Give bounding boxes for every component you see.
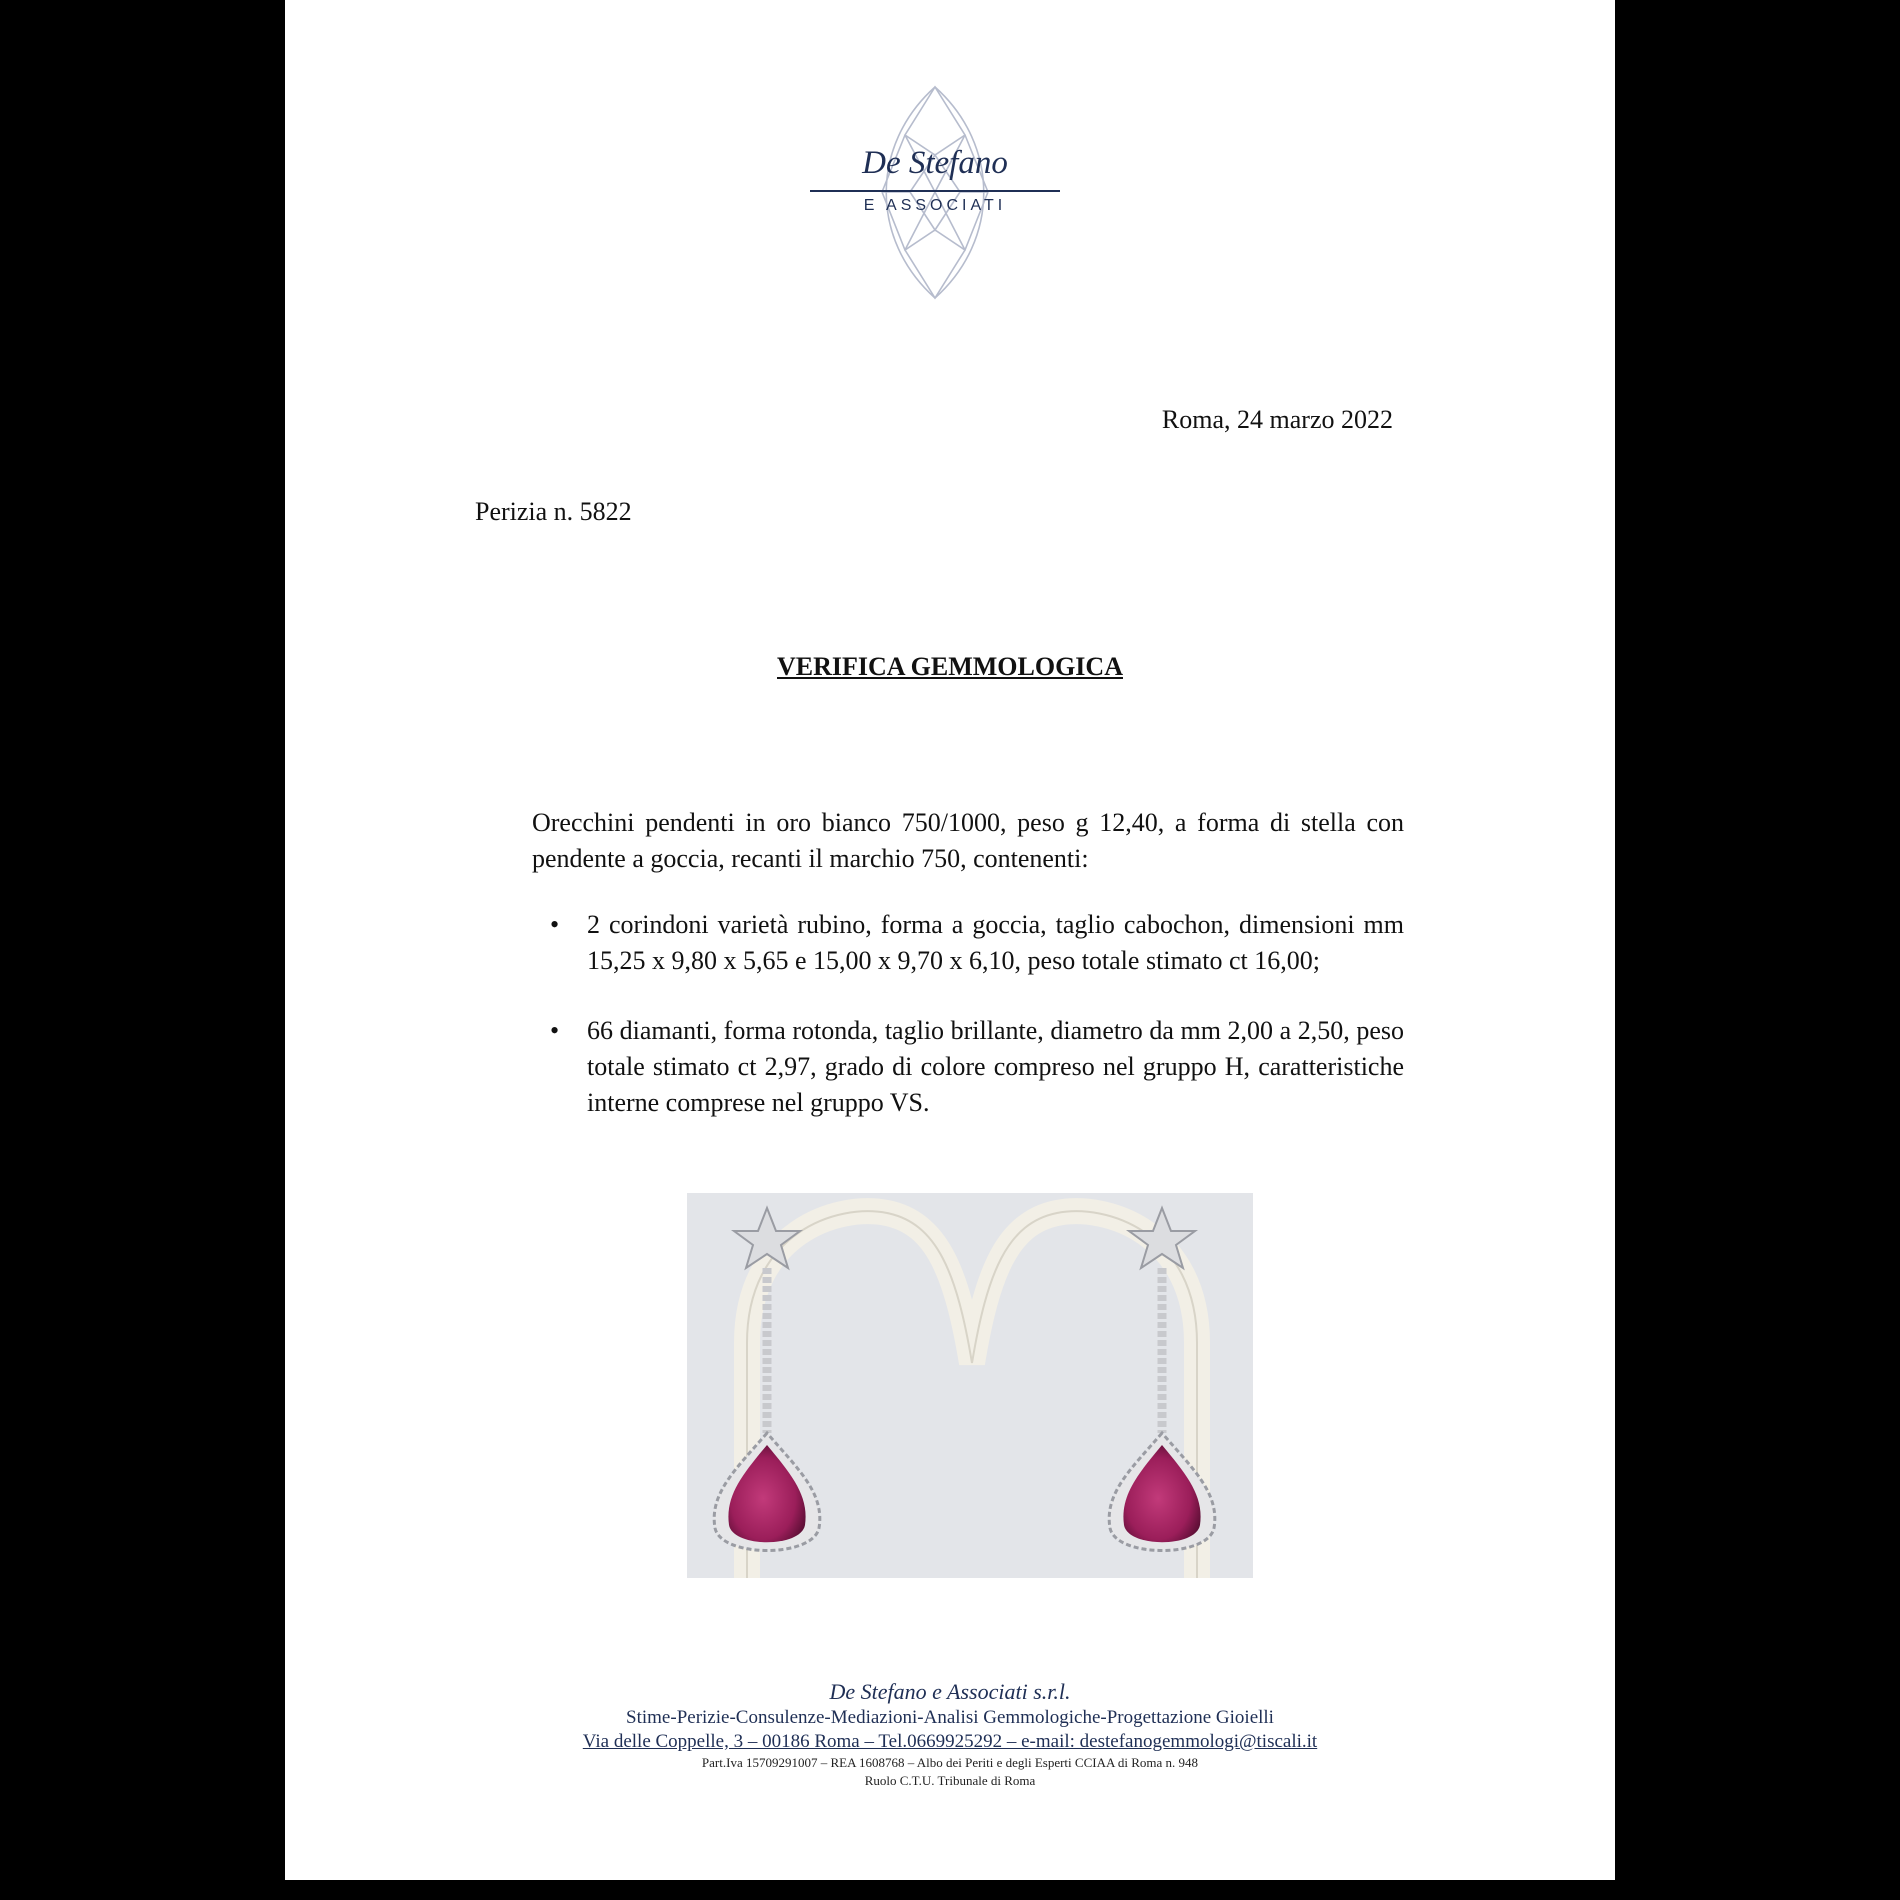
earrings-photo <box>687 1193 1253 1578</box>
document-page <box>285 0 1615 1880</box>
footer-company: De Stefano e Associati s.r.l. <box>829 1679 1071 1704</box>
bullet: • <box>550 910 560 939</box>
logo-rule <box>810 190 1060 192</box>
footer-court: Ruolo C.T.U. Tribunale di Roma <box>864 1773 1036 1788</box>
document-date: Roma, 24 marzo 2022 <box>1161 405 1393 434</box>
earrings-illustration <box>687 1193 1253 1578</box>
marquise-diamond-icon <box>810 85 1060 300</box>
logo-subtitle: E ASSOCIATI <box>863 197 1007 214</box>
list-item-text: 66 diamanti, forma rotonda, taglio brillante, diametro da mm 2,00 a 2,50, peso totale stimato ct 2,97, grado di colore compreso nel gruppo H, caratteristiche interne comprese nel gruppo VS. <box>587 1016 1404 1117</box>
document-body <box>532 805 1404 1155</box>
logo-name: De Stefano <box>862 145 1008 181</box>
report-number: Perizia n. 5822 <box>475 497 632 526</box>
gem-list <box>532 907 1404 1121</box>
list-item <box>532 907 1404 979</box>
bullet: • <box>550 1016 560 1045</box>
list-item-text: 2 corindoni varietà rubino, forma a goccia, taglio cabochon, dimensioni mm 15,25 x 9,80 x 5,65 e 15,00 x 9,70 x 6,10, peso totale stimato ct 16,00; <box>587 910 1404 975</box>
footer <box>285 1678 1615 1790</box>
company-logo <box>810 85 1060 300</box>
intro-paragraph: Orecchini pendenti in oro bianco 750/1000, peso g 12,40, a forma di stella con pendente a goccia, recanti il marchio 750, contenenti: <box>532 808 1404 873</box>
document-title: VERIFICA GEMMOLOGICA <box>777 652 1123 681</box>
footer-contact: Via delle Coppelle, 3 – 00186 Roma – Tel.0669925292 – e-mail: destefanogemmologi@tiscali.it <box>582 1731 1318 1752</box>
list-item <box>532 1013 1404 1121</box>
footer-registration: Part.Iva 15709291007 – REA 1608768 – Albo dei Periti e degli Esperti CCIAA di Roma n. 948 <box>701 1755 1199 1770</box>
footer-services: Stime-Perizie-Consulenze-Mediazioni-Analisi Gemmologiche-Progettazione Gioielli <box>626 1707 1274 1728</box>
